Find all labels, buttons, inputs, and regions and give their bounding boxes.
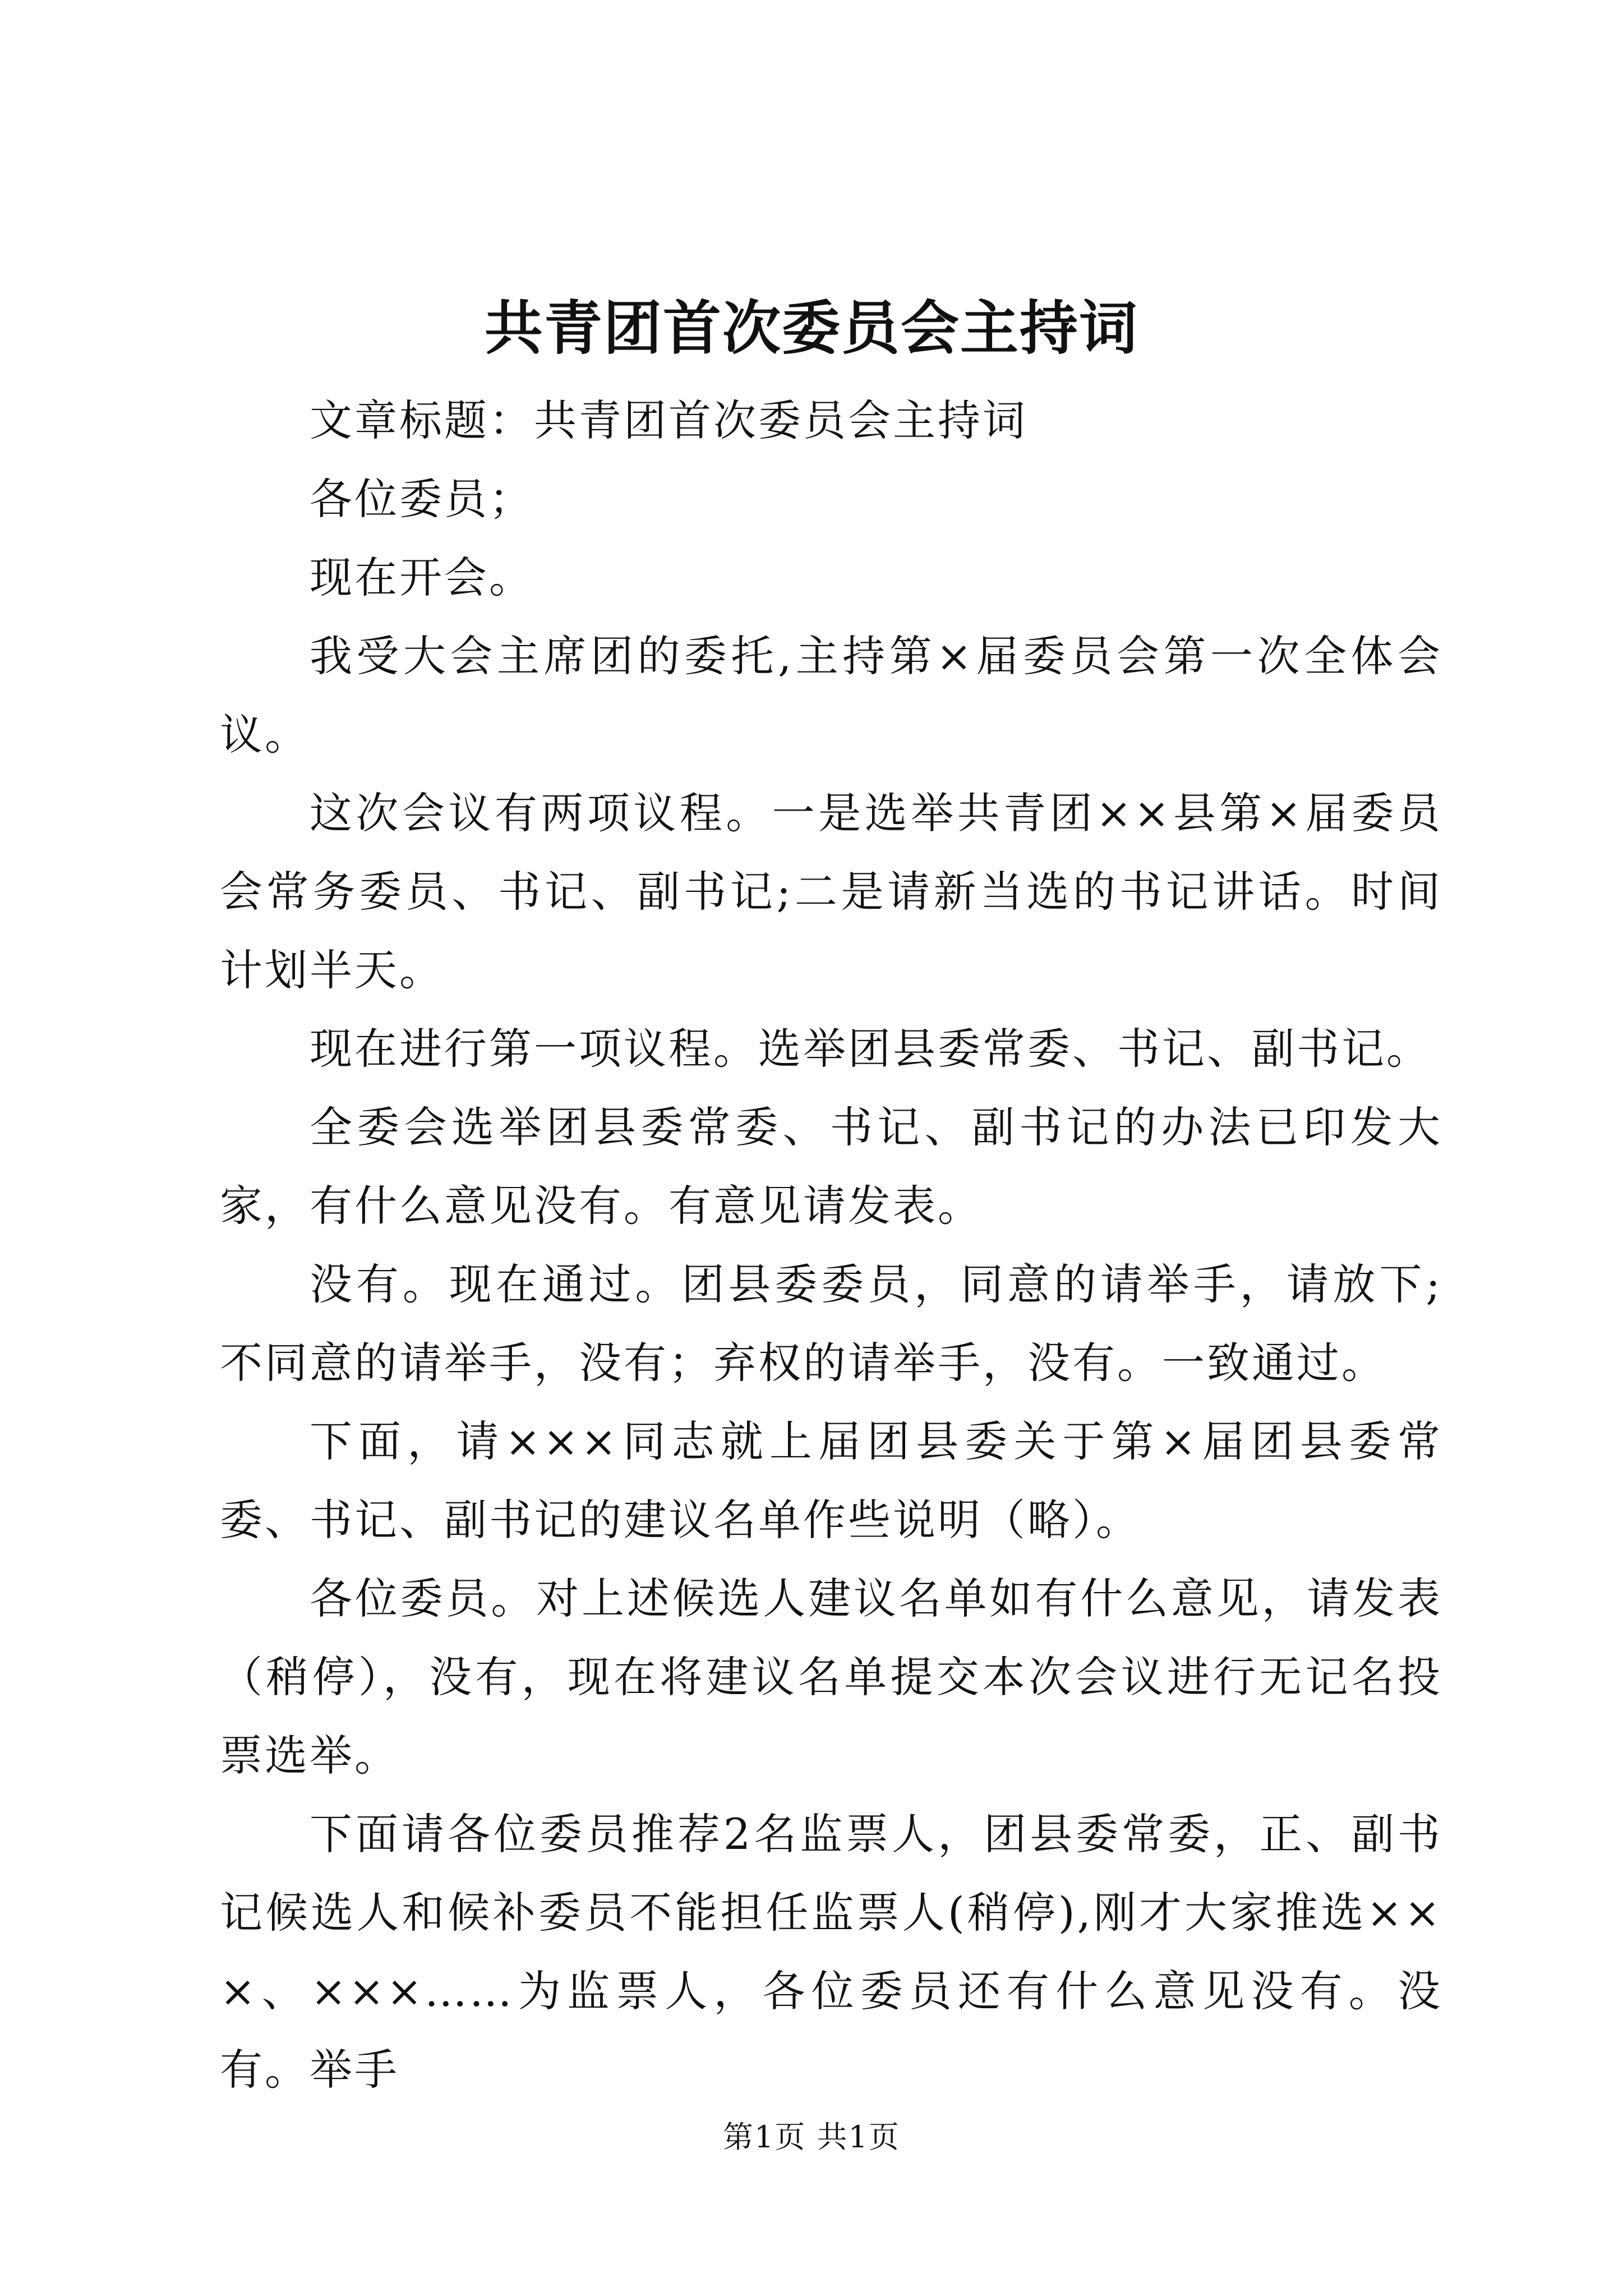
paragraph-nomination-note: 下面，请×××同志就上届团县委关于第×届团县委常委、书记、副书记的建议名单作些说明（略）。 (220, 1416, 1442, 1545)
paragraph-candidate-list: 各位委员。对上述候选人建议名单如有什么意见，请发表（稍停），没有，现在将建议名单提交本次会议进行无记名投票选举。 (220, 1573, 1442, 1780)
paragraph-article-title: 文章标题：共青团首次委员会主持词 (310, 395, 1027, 445)
paragraph-election-method: 全委会选举团县委常委、书记、副书记的办法已印发大家，有什么意见没有。有意见请发表。 (220, 1102, 1442, 1231)
paragraph-commission: 我受大会主席团的委托,主持第×届委员会第一次全体会议。 (220, 631, 1442, 760)
paragraph-vote-method: 没有。现在通过。团县委委员，同意的请举手，请放下;不同意的请举手，没有；弃权的请举手，没有。一致通过。 (220, 1259, 1442, 1388)
paragraph-scrutineers: 下面请各位委员推荐2名监票人，团县委常委，正、副书记候选人和候补委员不能担任监票人(稍停),刚才大家推选×××、×××……为监票人，各位委员还有什么意见没有。没有。举手 (220, 1809, 1442, 2095)
paragraph-first-item: 现在进行第一项议程。选举团县委常委、书记、副书记。 (310, 1024, 1431, 1074)
document-title: 共青团首次委员会主持词 (484, 293, 1138, 362)
paragraph-agenda: 这次会议有两项议程。一是选举共青团××县第×届委员会常务委员、书记、副书记;二是请新当选的书记讲话。时间计划半天。 (220, 788, 1442, 995)
document-body (220, 381, 1442, 2109)
paragraph-salutation: 各位委员； (310, 474, 534, 524)
page-footer: 第1页 共1页 (723, 2119, 900, 2155)
paragraph-opening: 现在开会。 (310, 553, 534, 602)
